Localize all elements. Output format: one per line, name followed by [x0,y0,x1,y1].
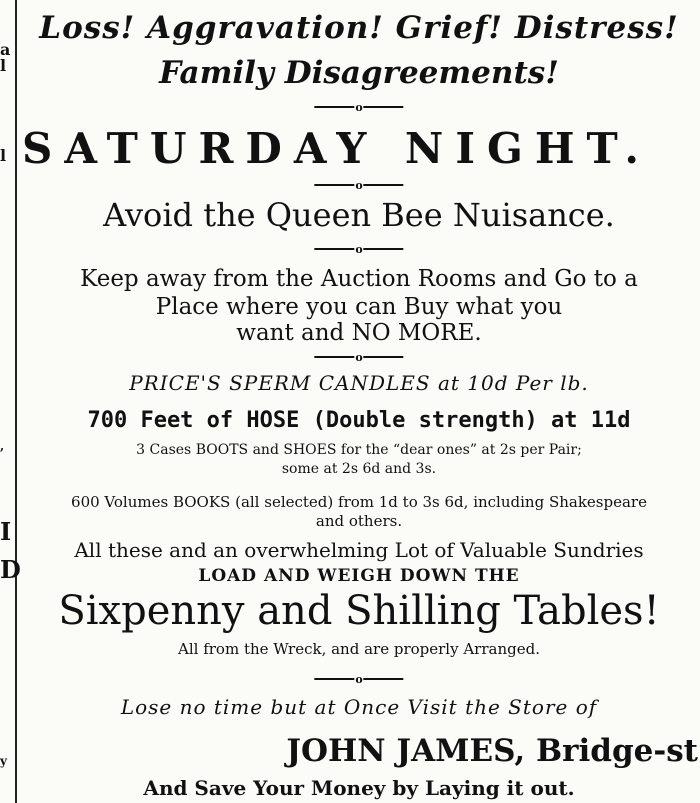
separator: o [314,100,403,114]
hose-line: 700 Feet of HOSE (Double strength) at 11d [87,408,631,433]
headline-loss: Loss! Aggravation! Grief! Distress! [39,10,679,46]
lose-no-time-line: Lose no time but at Once Visit the Store of [120,695,598,719]
sundries-line-1: All these and an overwhelming Lot of Valuable Sundries [74,538,644,562]
margin-fragment: I [0,517,12,546]
column-rule [15,0,17,803]
store-name: JOHN JAMES, Bridge-st [286,733,698,769]
queen-bee-line: Avoid the Queen Bee Nuisance. [103,196,615,234]
headline-family: Family Disagreements! [159,55,559,91]
tables-line: Sixpenny and Shilling Tables! [58,588,660,634]
margin-fragment: l [0,146,7,165]
books-line-2: and others. [315,512,403,530]
wreck-line: All from the Wreck, and are properly Arranged. [178,640,540,658]
boots-line-1: 3 Cases BOOTS and SHOES for the “dear ones” at 2s per Pair; [136,442,582,458]
title-saturday-night: SATURDAY NIGHT. [22,124,651,173]
books-line-1: 600 Volumes BOOKS (all selected) from 1d to 3s 6d, including Shakespeare [71,493,647,511]
save-money-line: And Save Your Money by Laying it out. [143,776,575,800]
separator: o [314,672,403,686]
keep-away-line-1: Keep away from the Auction Rooms and Go to a [80,266,638,292]
separator: o [314,350,403,364]
separator: o [314,242,403,256]
margin-fragment: D [0,555,21,584]
candles-line: PRICE'S SPERM CANDLES at 10d Per lb. [129,371,589,395]
margin-fragment: a [0,40,11,59]
separator: o [314,178,403,192]
keep-away-line-3: want and NO MORE. [236,320,482,346]
boots-line-2: some at 2s 6d and 3s. [281,461,437,477]
margin-fragment: y [0,754,7,768]
margin-fragment: l [0,56,7,75]
keep-away-line-2: Place where you can Buy what you [155,294,563,320]
sundries-line-2: LOAD AND WEIGH DOWN THE [198,566,520,586]
advertisement [18,0,700,803]
margin-fragment: , [0,439,5,453]
